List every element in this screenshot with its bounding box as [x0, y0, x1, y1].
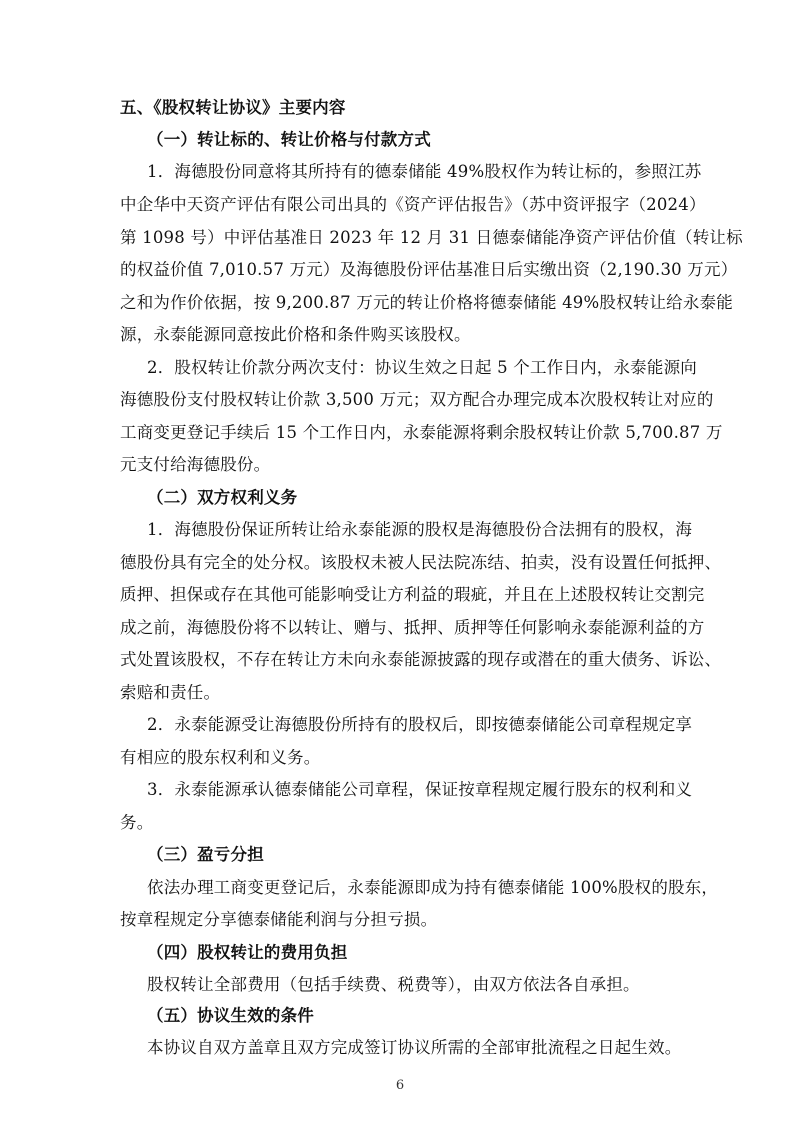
- paragraph-line: 之和为作价依据，按 9,200.87 万元的转让价格将德泰储能 49%股权转让给永泰能: [120, 293, 733, 312]
- paragraph-line: 股权转让全部费用（包括手续费、税费等），由双方依法各自承担。: [147, 975, 640, 994]
- paragraph-line: 工商变更登记手续后 15 个工作日内，永泰能源将剩余股权转让价款 5,700.87 万: [120, 423, 723, 442]
- paragraph-line: 第 1098 号）中评估基准日 2023 年 12 月 31 日德泰储能净资产评估价值（转让标: [120, 228, 743, 247]
- paragraph-line: 1．海德股份同意将其所持有的德泰储能 49%股权作为转让标的，参照江苏: [147, 162, 702, 181]
- subsection-heading-5: （五）协议生效的条件: [147, 1006, 314, 1025]
- paragraph-line: 按章程规定分享德泰储能利润与分担亏损。: [120, 910, 438, 929]
- subsection-heading-2: （二）双方权利义务: [147, 488, 298, 507]
- paragraph-line: 务。: [120, 813, 154, 832]
- paragraph-line: 3．永泰能源承认德泰储能公司章程，保证按章程规定履行股东的权利和义: [147, 780, 693, 799]
- paragraph-line: 元支付给海德股份。: [120, 455, 271, 474]
- paragraph-line: 成之前，海德股份将不以转让、赠与、抵押、质押等任何影响永泰能源利益的方: [120, 618, 705, 637]
- subsection-heading-1: （一）转让标的、转让价格与付款方式: [147, 130, 431, 149]
- paragraph-line: 德股份具有完全的处分权。该股权未被人民法院冻结、拍卖，没有设置任何抵押、: [120, 553, 722, 572]
- subsection-heading-3: （三）盈亏分担: [147, 845, 264, 864]
- paragraph-line: 中企华中天资产评估有限公司出具的《资产评估报告》（苏中资评报字（2024）: [120, 195, 706, 214]
- paragraph-line: 式处置该股权，不存在转让方未向永泰能源披露的现存或潜在的重大债务、诉讼、: [120, 650, 722, 669]
- paragraph-line: 索赔和责任。: [120, 683, 221, 702]
- paragraph-line: 2．股权转让价款分两次支付：协议生效之日起 5 个工作日内，永泰能源向: [147, 358, 697, 377]
- section-title: 五、《股权转让协议》主要内容: [120, 98, 346, 117]
- paragraph-line: 1．海德股份保证所转让给永泰能源的股权是海德股份合法拥有的股权，海: [147, 520, 693, 539]
- page-number: 6: [395, 1078, 405, 1093]
- paragraph-line: 依法办理工商变更登记后，永泰能源即成为持有德泰储能 100%股权的股东，: [147, 878, 719, 897]
- paragraph-line: 质押、担保或存在其他可能影响受让方利益的瑕疵，并且在上述股权转让交割完: [120, 585, 705, 604]
- paragraph-line: 本协议自双方盖章且双方完成签订协议所需的全部审批流程之日起生效。: [147, 1038, 682, 1057]
- subsection-heading-4: （四）股权转让的费用负担: [147, 943, 348, 962]
- paragraph-line: 2．永泰能源受让海德股份所持有的股权后，即按德泰储能公司章程规定享: [147, 715, 693, 734]
- paragraph-line: 有相应的股东权利和义务。: [120, 748, 321, 767]
- paragraph-line: 的权益价值 7,010.57 万元）及海德股份评估基准日后实缴出资（2,190.30 万元）: [120, 260, 738, 279]
- paragraph-line: 源，永泰能源同意按此价格和条件购买该股权。: [120, 325, 471, 344]
- paragraph-line: 海德股份支付股权转让价款 3,500 万元；双方配合办理完成本次股权转让对应的: [120, 390, 714, 409]
